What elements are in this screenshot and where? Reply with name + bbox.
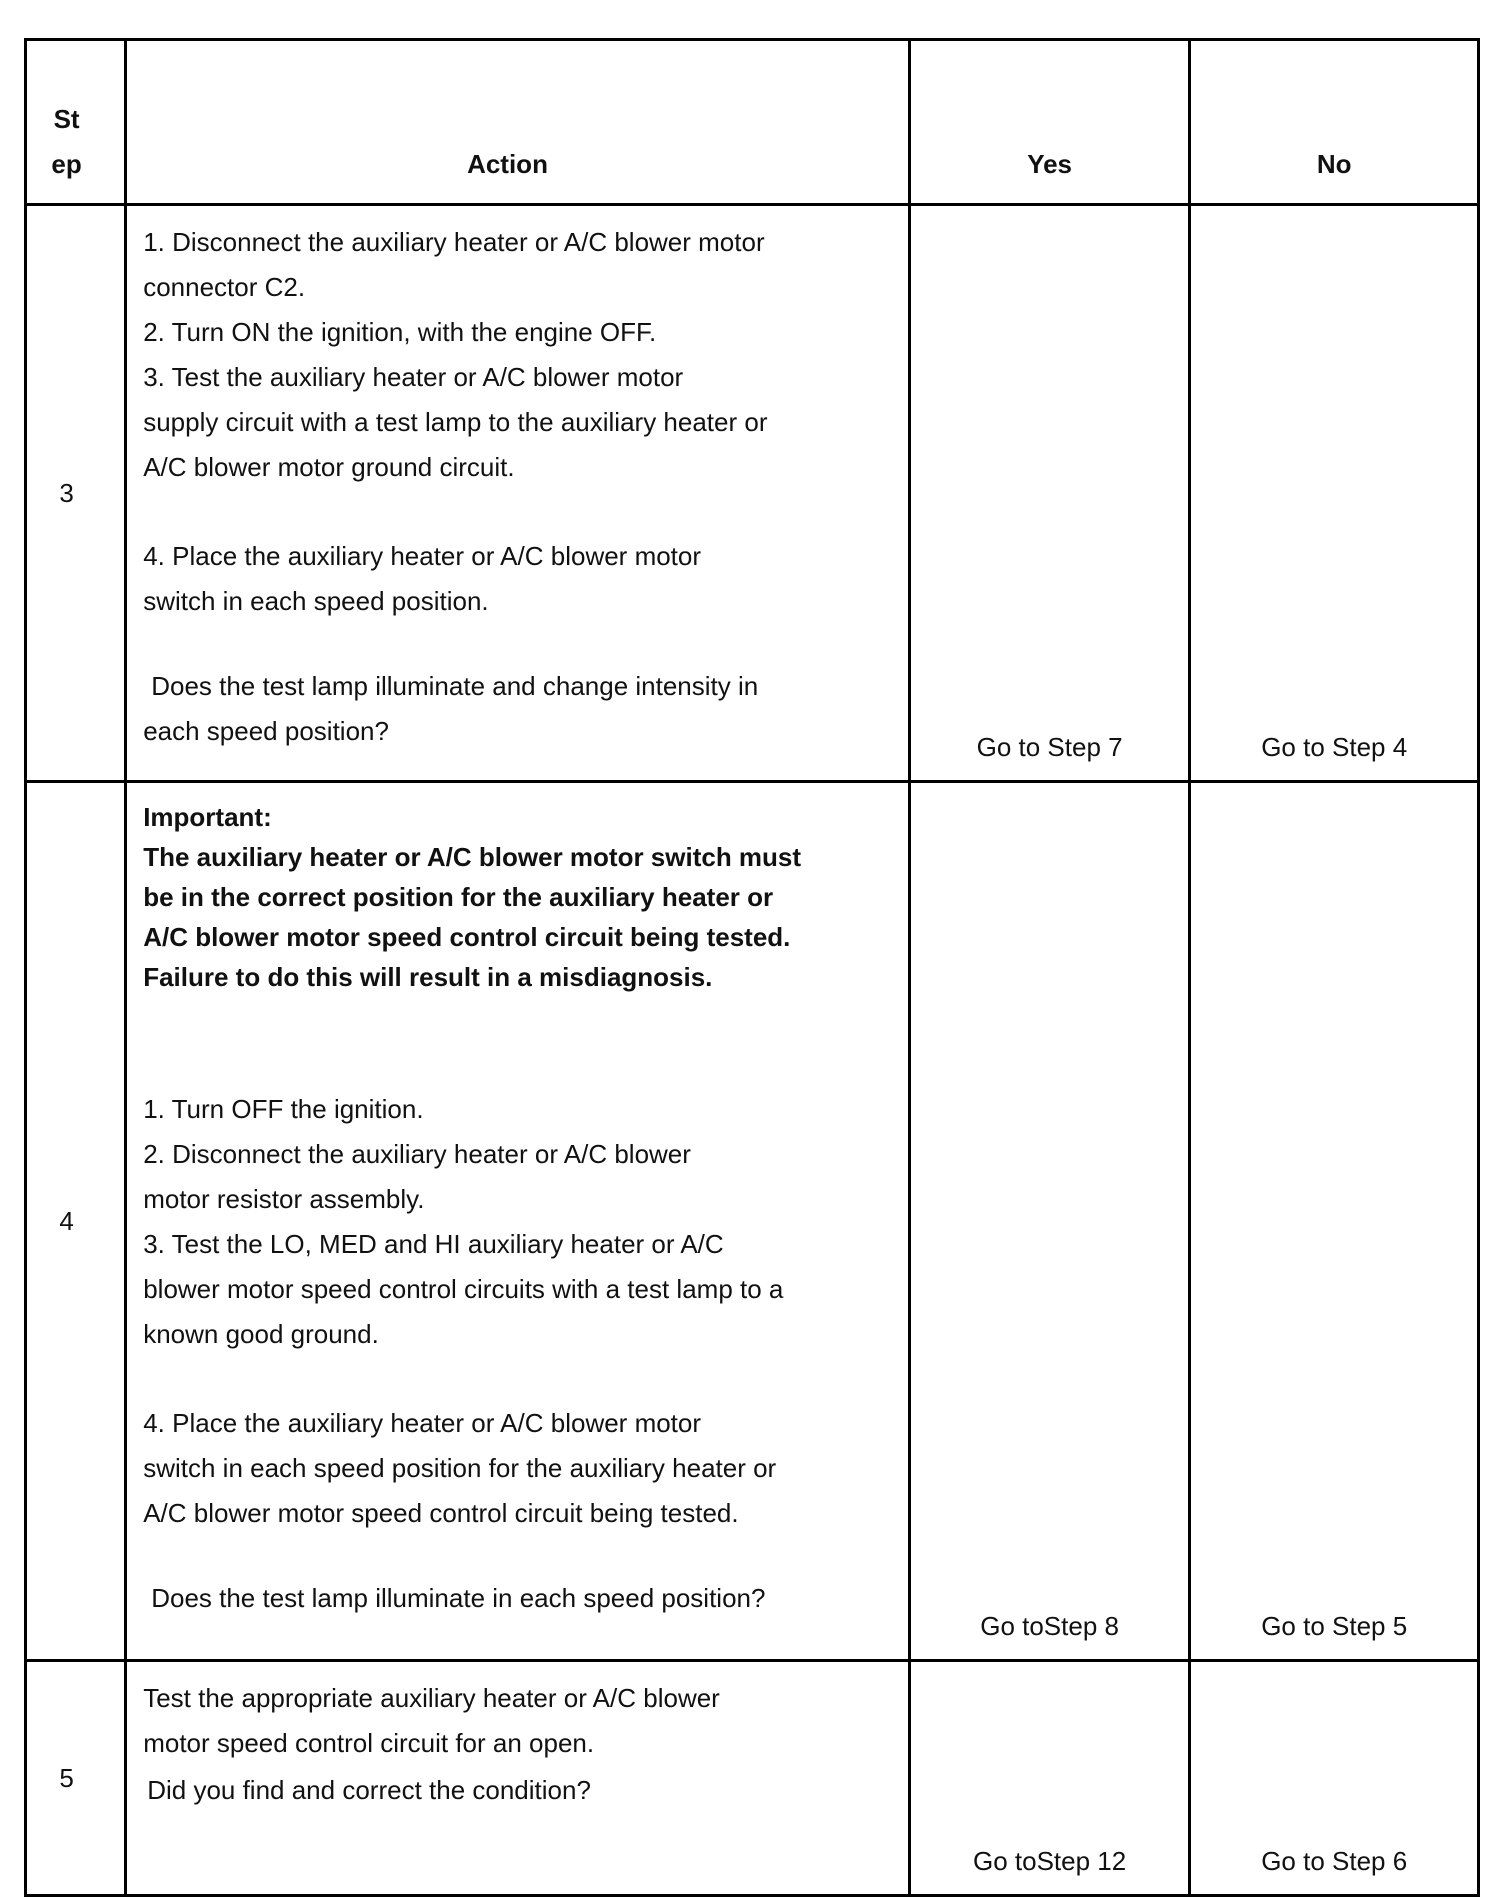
action-line: known good ground. bbox=[143, 1319, 379, 1349]
action-line: 3. Test the auxiliary heater or A/C blower motor bbox=[143, 362, 684, 392]
action-line: supply circuit with a test lamp to the auxiliary heater or bbox=[143, 407, 768, 437]
header-step-line2: ep bbox=[51, 149, 82, 179]
action-line: switch in each speed position for the auxiliary heater or bbox=[143, 1453, 777, 1483]
table-row-step-4 bbox=[26, 782, 1479, 1661]
action-line: connector C2. bbox=[143, 272, 306, 302]
action-line: motor resistor assembly. bbox=[143, 1184, 425, 1214]
no-result: Go to Step 6 bbox=[1190, 1661, 1479, 1896]
action-question: Did you find and correct the condition? bbox=[147, 1775, 591, 1805]
action-line: 2. Disconnect the auxiliary heater or A/C blower bbox=[143, 1139, 691, 1169]
action-line: 1. Turn OFF the ignition. bbox=[143, 1094, 424, 1124]
important-label: Important: bbox=[143, 802, 272, 832]
action-line: motor speed control circuit for an open. bbox=[143, 1728, 595, 1758]
yes-result: Go toStep 12 bbox=[909, 1661, 1190, 1896]
action-line: 4. Place the auxiliary heater or A/C blower motor bbox=[143, 541, 702, 571]
diagnostic-table bbox=[24, 38, 1480, 1897]
important-text: The auxiliary heater or A/C blower motor switch must bbox=[143, 842, 802, 872]
action-line: switch in each speed position. bbox=[143, 586, 489, 616]
action-line: 1. Disconnect the auxiliary heater or A/C blower motor bbox=[143, 227, 765, 257]
important-text: A/C blower motor speed control circuit being tested. bbox=[143, 922, 791, 952]
action-line: A/C blower motor ground circuit. bbox=[143, 452, 515, 482]
step-number: 4 bbox=[26, 782, 126, 1661]
action-line: Test the appropriate auxiliary heater or A/C blower bbox=[143, 1683, 720, 1713]
action-cell bbox=[126, 205, 910, 782]
action-line: blower motor speed control circuits with a test lamp to a bbox=[143, 1274, 784, 1304]
action-question: Does the test lamp illuminate in each speed position? bbox=[151, 1583, 766, 1613]
header-yes: Yes bbox=[909, 40, 1190, 205]
header-action: Action bbox=[126, 40, 910, 205]
action-line: 3. Test the LO, MED and HI auxiliary heater or A/C bbox=[143, 1229, 724, 1259]
action-line: 4. Place the auxiliary heater or A/C blower motor bbox=[143, 1408, 702, 1438]
no-result: Go to Step 4 bbox=[1190, 205, 1479, 782]
table-row-step-5 bbox=[26, 1661, 1479, 1896]
action-line: 2. Turn ON the ignition, with the engine OFF. bbox=[143, 317, 657, 347]
header-step bbox=[26, 40, 126, 205]
action-cell bbox=[126, 1661, 910, 1896]
action-cell bbox=[126, 782, 910, 1661]
important-text: Failure to do this will result in a misdiagnosis. bbox=[143, 962, 713, 992]
table-row-step-3 bbox=[26, 205, 1479, 782]
table-header-row bbox=[26, 40, 1479, 205]
action-question: each speed position? bbox=[143, 716, 389, 746]
step-number: 3 bbox=[26, 205, 126, 782]
header-step-line1: St bbox=[53, 104, 80, 134]
action-question: Does the test lamp illuminate and change intensity in bbox=[151, 671, 759, 701]
header-no: No bbox=[1190, 40, 1479, 205]
no-result: Go to Step 5 bbox=[1190, 782, 1479, 1661]
step-number: 5 bbox=[26, 1661, 126, 1896]
yes-result: Go to Step 7 bbox=[909, 205, 1190, 782]
important-text: be in the correct position for the auxiliary heater or bbox=[143, 882, 774, 912]
yes-result: Go toStep 8 bbox=[909, 782, 1190, 1661]
action-line: A/C blower motor speed control circuit being tested. bbox=[143, 1498, 739, 1528]
